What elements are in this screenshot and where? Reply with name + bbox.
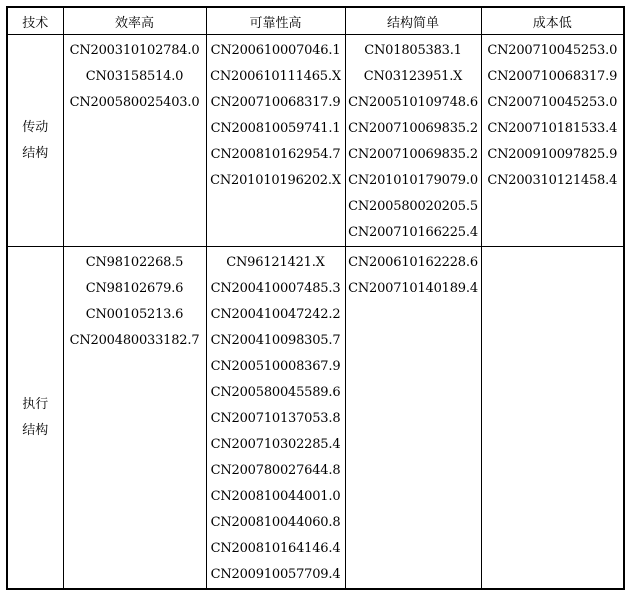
patent-number: CN200810162954.7: [210, 147, 341, 162]
row-label-transmission: [7, 35, 63, 247]
patent-number: CN200610007046.1: [210, 43, 341, 58]
patent-number: CN96121421.X: [226, 255, 325, 270]
patent-number: CN200580045589.6: [210, 385, 341, 400]
patent-number: CN200480033182.7: [69, 333, 200, 348]
cell-actuator-cost: [481, 247, 624, 590]
patent-number: CN200710045253.0: [487, 95, 618, 110]
patent-number: CN201010196202.X: [210, 173, 341, 188]
patent-number: CN200910057709.4: [210, 567, 341, 582]
patent-number: CN200810059741.1: [210, 121, 341, 136]
patent-list: [346, 247, 481, 302]
patent-number: CN200580025403.0: [69, 95, 200, 110]
patent-number: CN200410098305.7: [210, 333, 341, 348]
row-label-line: 传动: [22, 119, 49, 135]
patent-number: CN200810044001.0: [210, 489, 341, 504]
patent-list: [64, 247, 206, 354]
table-row: [7, 247, 624, 590]
patent-number: CN200710069835.2: [348, 121, 478, 136]
patent-number: CN200580020205.5: [348, 199, 478, 214]
header-efficiency: 效率高: [63, 7, 206, 35]
patent-number: CN200710068317.9: [487, 69, 618, 84]
patent-number: CN200710137053.8: [210, 411, 341, 426]
cell-transmission-cost: [481, 35, 624, 247]
patent-number: CN200510008367.9: [210, 359, 341, 374]
patent-number: CN200310102784.0: [69, 43, 200, 58]
patent-number: CN200410047242.2: [210, 307, 341, 322]
patent-number: CN201010179079.0: [348, 173, 478, 188]
patent-number: CN200910097825.9: [487, 147, 618, 162]
header-row: [7, 7, 624, 35]
row-label-line: 结构: [22, 422, 49, 438]
table-row: [7, 35, 624, 247]
patent-number: CN200710181533.4: [487, 121, 618, 136]
patent-number: CN00105213.6: [85, 307, 184, 322]
cell-actuator-efficiency: [63, 247, 206, 590]
patent-number: CN200780027644.8: [210, 463, 341, 478]
patent-table: [6, 6, 625, 590]
patent-list: [207, 35, 345, 194]
patent-number: CN98102268.5: [85, 255, 184, 270]
patent-number: CN200610162228.6: [348, 255, 478, 270]
header-cost: 成本低: [481, 7, 624, 35]
patent-number: CN200710068317.9: [210, 95, 341, 110]
cell-transmission-reliability: [206, 35, 345, 247]
patent-number: CN03123951.X: [363, 69, 463, 84]
patent-list: [64, 35, 206, 116]
patent-number: CN200810044060.8: [210, 515, 341, 530]
header-technology: 技术: [7, 7, 63, 35]
patent-number: CN01805383.1: [364, 43, 462, 58]
header-reliability: 可靠性高: [206, 7, 345, 35]
patent-number: CN200710140189.4: [348, 281, 478, 296]
patent-list: [346, 35, 481, 246]
patent-number: CN200410007485.3: [210, 281, 341, 296]
patent-number: CN200710069835.2: [348, 147, 478, 162]
patent-number: CN200610111465.X: [210, 69, 341, 84]
patent-number: CN200710045253.0: [487, 43, 618, 58]
patent-list: [207, 247, 345, 588]
patent-number: CN03158514.0: [85, 69, 184, 84]
cell-actuator-reliability: [206, 247, 345, 590]
row-label-line: 结构: [22, 145, 49, 161]
row-label-line: 执行: [22, 396, 49, 412]
patent-number: CN200710166225.4: [348, 225, 478, 240]
patent-list: [482, 247, 624, 250]
cell-actuator-simplicity: [345, 247, 481, 590]
cell-transmission-efficiency: [63, 35, 206, 247]
patent-number: CN200810164146.4: [210, 541, 341, 556]
patent-number: CN200710302285.4: [210, 437, 341, 452]
patent-list: [482, 35, 624, 194]
header-simplicity: 结构简单: [345, 7, 481, 35]
patent-number: CN200510109748.6: [348, 95, 478, 110]
patent-number: CN98102679.6: [85, 281, 184, 296]
cell-transmission-simplicity: [345, 35, 481, 247]
row-label-actuator: [7, 247, 63, 590]
patent-number: CN200310121458.4: [487, 173, 618, 188]
